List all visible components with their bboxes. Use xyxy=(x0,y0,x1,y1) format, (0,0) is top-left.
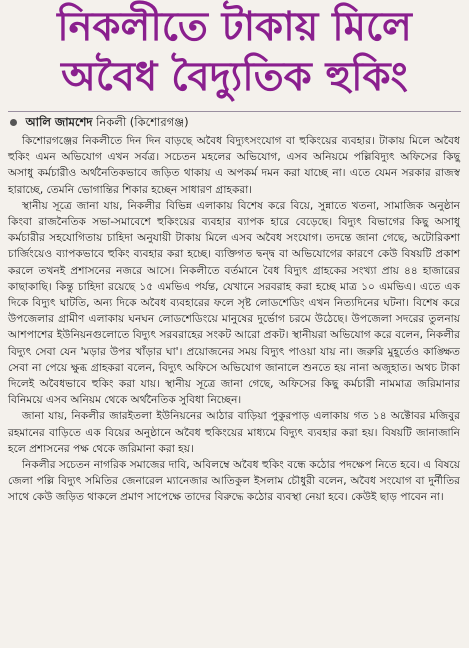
byline-author: আলি জামশেদ xyxy=(25,115,93,129)
article-paragraph: স্থানীয় সূত্রে জানা যায়, নিকলীর বিভিন্ন এলাকায় বিশেষ করে বিয়ে, সুন্নাতে খতনা, সামাজিক অনুষ্ঠান কিংবা রাজনৈতিক সভা-সমাবেশে হুকিংয়ের ব্যবহার ব্যাপক হারে বেড়েছে। বিদ্যুৎ বিভাগের কিছু অসাধু কর্মচারীর সহযোগিতায় চাহিদা অনুযায়ী টাকায় মিলে এসব অবৈধ সংযোগ। তদন্তে জানা গেছে, অটোরিকশা চার্জিংয়েও ব্যাপকভাবে হুকিং ব্যবহার করা হচ্ছে। ব্যক্তিগত দ্বন্দ্ব বা অভিযোগের কারণে কেউ বিষয়টি প্রকাশ করলে তখনই প্রশাসনের নজরে আসে। নিকলীতে বর্তমানে বৈধ বিদ্যুৎ গ্রাহকের সংখ্যা প্রায় ৪৪ হাজারের কাছাকাছি। কিন্তু চাহিদা রয়েছে ১৫ এমভিএ পর্যন্ত, যেখানে সরবরাহ করা হচ্ছে মাত্র ১০ এমভিএ। এতে এক দিকে বিদ্যুৎ ঘাটতি, অন্য দিকে অবৈধ ব্যবহারের ফলে সৃষ্ট লোডশেডিং এখন নিত্যদিনের ঘটনা। বিশেষ করে উপজেলার গ্রামীণ এলাকায় ঘনঘন লোডশেডিংয়ে মানুষের দুর্ভোগ চরমে উঠেছে। উপজেলা সদরের তুলনায় আশপাশের ইউনিয়নগুলোতে বিদ্যুৎ সরবরাহের সংকট আরো প্রকট। স্থানীয়রা অভিযোগ করে বলেন, নিকলীর বিদ্যুৎ সেবা যেন 'মড়ার উপর খাঁড়ার ঘা'। প্রয়োজনের সময় বিদ্যুৎ পাওয়া যায় না। জরুরি মুহূর্তেও কাঙ্ক্ষিত সেবা না পেয়ে ক্ষুব্ধ গ্রাহকরা বলেন, বিদ্যুৎ অফিসে অভিযোগ জানালে শুনতে হয় নানা অজুহাত। অথচ টাকা দিলেই অবৈধভাবে হুকিং করা যায়। স্থানীয় সূত্রে জানা গেছে, অফিসের কিছু কর্মচারী নামমাত্র জরিমানার বিনিময়ে এসব অনিয়ম থেকে অর্থনৈতিক সুবিধা নিচ্ছেন। xyxy=(8,199,460,407)
article-paragraph: জানা যায়, নিকলীর জারইতলা ইউনিয়নের আঠার বাড়িয়া পুকুরপাড় এলাকায় গত ১৪ অক্টোবর মজিবুর রহমানের বাড়িতে এক বিয়ের অনুষ্ঠানে অবৈধ হুকিংয়ের মাধ্যমে বিদ্যুৎ ব্যবহার করা হয়। বিষয়টি জানাজানি হলে প্রশাসনের পক্ষ থেকে জরিমানা করা হয়। xyxy=(8,410,460,455)
article-paragraph: কিশোরগঞ্জের নিকলীতে দিন দিন বাড়ছে অবৈধ বিদ্যুৎসংযোগ বা হুকিংয়ের ব্যবহার। টাকায় মিলে অবৈধ হুকিং এমন অভিযোগ এখন সর্বত্র। সচেতন মহলের অভিযোগ, এসব অনিয়মে পল্লিবিদ্যুৎ অফিসের কিছু অসাধু কর্মচারীও অর্থনৈতিকভাবে জড়িত থাকায় এ অপকর্ম দমন করা যাচ্ছে না। এতে যেমন সরকার রাজস্ব হারাচ্ছে, তেমনি ভোগান্তির শিকার হচ্ছেন সাধারণ গ্রাহকরা। xyxy=(8,135,460,196)
headline-line-2: অবৈধ বৈদ্যুতিক হুকিং xyxy=(61,54,408,100)
byline-place: নিকলী (কিশোরগঞ্জ) xyxy=(96,115,189,129)
byline xyxy=(10,114,189,130)
divider xyxy=(8,111,461,112)
headline xyxy=(0,2,469,102)
headline-line-1: নিকলীতে টাকায় মিলে xyxy=(57,4,412,50)
bullet-icon xyxy=(10,119,17,126)
article-body xyxy=(8,133,460,506)
article-paragraph: নিকলীর সচেতন নাগরিক সমাজের দাবি, অবিলম্বে অবৈধ হুকিং বন্ধে কঠোর পদক্ষেপ নিতে হবে। এ বিষয়ে জেলা পল্লি বিদ্যুৎ সমিতির জেনারেল ম্যানেজার আতিকুল ইসলাম চৌধুরী বলেন, অবৈধ সংযোগ বা দুর্নীতির সাথে কেউ জড়িত থাকলে প্রমাণ সাপেক্ষে তাদের বিরুদ্ধে কঠোর ব্যবস্থা নেয়া হবে। কেউই ছাড় পাবেন না। xyxy=(8,459,460,504)
